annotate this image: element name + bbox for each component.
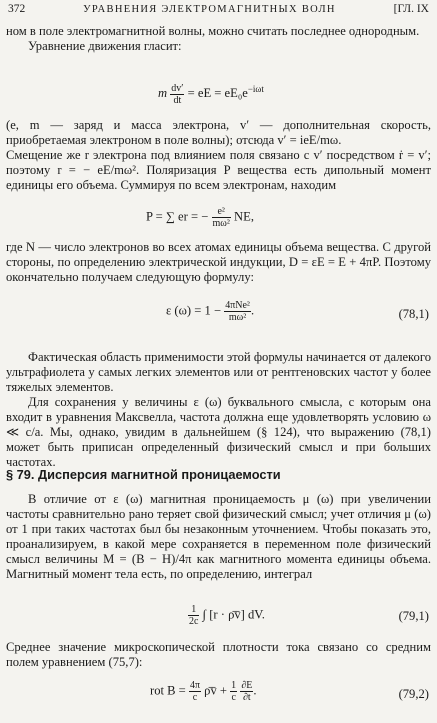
equation-polarization: P = ∑ er = − $\frac{\text{e²}}{\text{mω²}}$ NE,: [146, 206, 254, 229]
paragraph-2: Уравнение движения гласит:: [28, 39, 182, 53]
section-heading: § 79. Дисперсия магнитной проницаемости: [6, 467, 281, 482]
fraction: $\frac{\partial E}{\partial t}$: [241, 680, 253, 703]
equation-79-2: rot B = $\frac{4\pi}{c}$ ρ̄v̄ + $\frac{1}{c}$ $\frac{\partial E}{\partial t}$ .: [150, 680, 257, 703]
equation-number: (79,2): [398, 687, 429, 701]
paragraph-4: где N — число электронов во всех атомах единицы объема вещества. С другой стороны, по определению электрической индукции, D = εE = E + 4πP. Поэтому окончательно получаем следующую формулу:: [6, 240, 431, 284]
fraction: $\frac{\text{4πNe²}}{\text{mω²}}$: [225, 300, 250, 323]
equation-number: (79,1): [398, 609, 429, 623]
running-title: УРАВНЕНИЯ ЭЛЕКТРОМАГНИТНЫХ ВОЛН: [83, 4, 336, 15]
equation-number: (78,1): [398, 307, 429, 321]
fraction: $\frac{1}{c}$: [231, 680, 237, 703]
fraction: $\frac{\text{e²}}{\text{mω²}}$: [212, 206, 230, 229]
paragraph-8: Среднее значение микроскопической плотности тока связано со средним полем уравнением (75,7):: [6, 640, 431, 669]
equation-78-1: ε (ω) = 1 − $\frac{\text{4πNe²}}{\text{mω²}}$ .: [166, 300, 255, 323]
chapter-label: [ГЛ. IX: [393, 3, 429, 15]
equation-motion: m $\frac{dv'}{dt}$ = eE = $eE_0e^{-i\omega t}$: [158, 82, 264, 106]
page-number: 372: [8, 3, 26, 15]
fraction: $\frac{1}{2c}$: [189, 604, 199, 627]
fraction: $\frac{dv'}{dt}$: [171, 82, 184, 106]
running-header: [8, 2, 429, 20]
fraction: $\frac{4\pi}{c}$: [189, 680, 201, 703]
paragraph-3: (e, m — заряд и масса электрона, v′ — дополнительная скорость, приобретаемая электроном в поле волны); отсюда v′ = ieE/mω. Смещение же r электрона под влиянием поля связано с v′ посредством ṙ = v′; поэтому r = − eE/mω². Поляризация P вещества есть дипольный момент единицы его объема. Суммируя по всем электронам, находим: [6, 118, 431, 192]
paragraph-1: ном в поле электромагнитной волны, можно считать последнее однородным. Уравнение движения гласит:: [6, 24, 431, 54]
equation-79-1: $\frac{1}{2c}$ ∫ [r · ρ̄v̄] dV.: [189, 604, 265, 627]
paragraph-5: Фактическая область применимости этой формулы начинается от далекого ультрафиолета у самых легких элементов или от рентгеновских частот у более тяжелых элементов. Для сохранения у величины ε (ω) буквального смысла, с которым она входит в уравнения Максвелла, частота должна еще удовлетворять условию ω ≪ c/a. Мы, однако, увидим в дальнейшем (§ 124), что выражению (78,1) может быть приписан определенный физический смысл и при больших частотах.: [6, 350, 431, 469]
paragraph-6: Для сохранения у величины ε (ω) буквального смысла, с которым она входит в уравнения Максвелла, частота должна еще удовлетворять условию ω ≪ c/a. Мы, однако, увидим в дальнейшем (§ 124), что выражению (78,1) может быть приписан определенный физический смысл и при больших частотах.: [6, 395, 431, 469]
paragraph-7: В отличие от ε (ω) магнитная проницаемость μ (ω) при увеличении частоты сравнительно рано теряет свой физический смысл; учет отличия μ (ω) от 1 при таких частотах был бы незаконным уточнением. Чтобы показать это, проанализируем, в какой мере сохраняется в переменном поле физический смысл величины M = (B − H)/4π как магнитного момента единицы объема. Магнитный момент тела есть, по определению, интеграл: [6, 492, 431, 581]
